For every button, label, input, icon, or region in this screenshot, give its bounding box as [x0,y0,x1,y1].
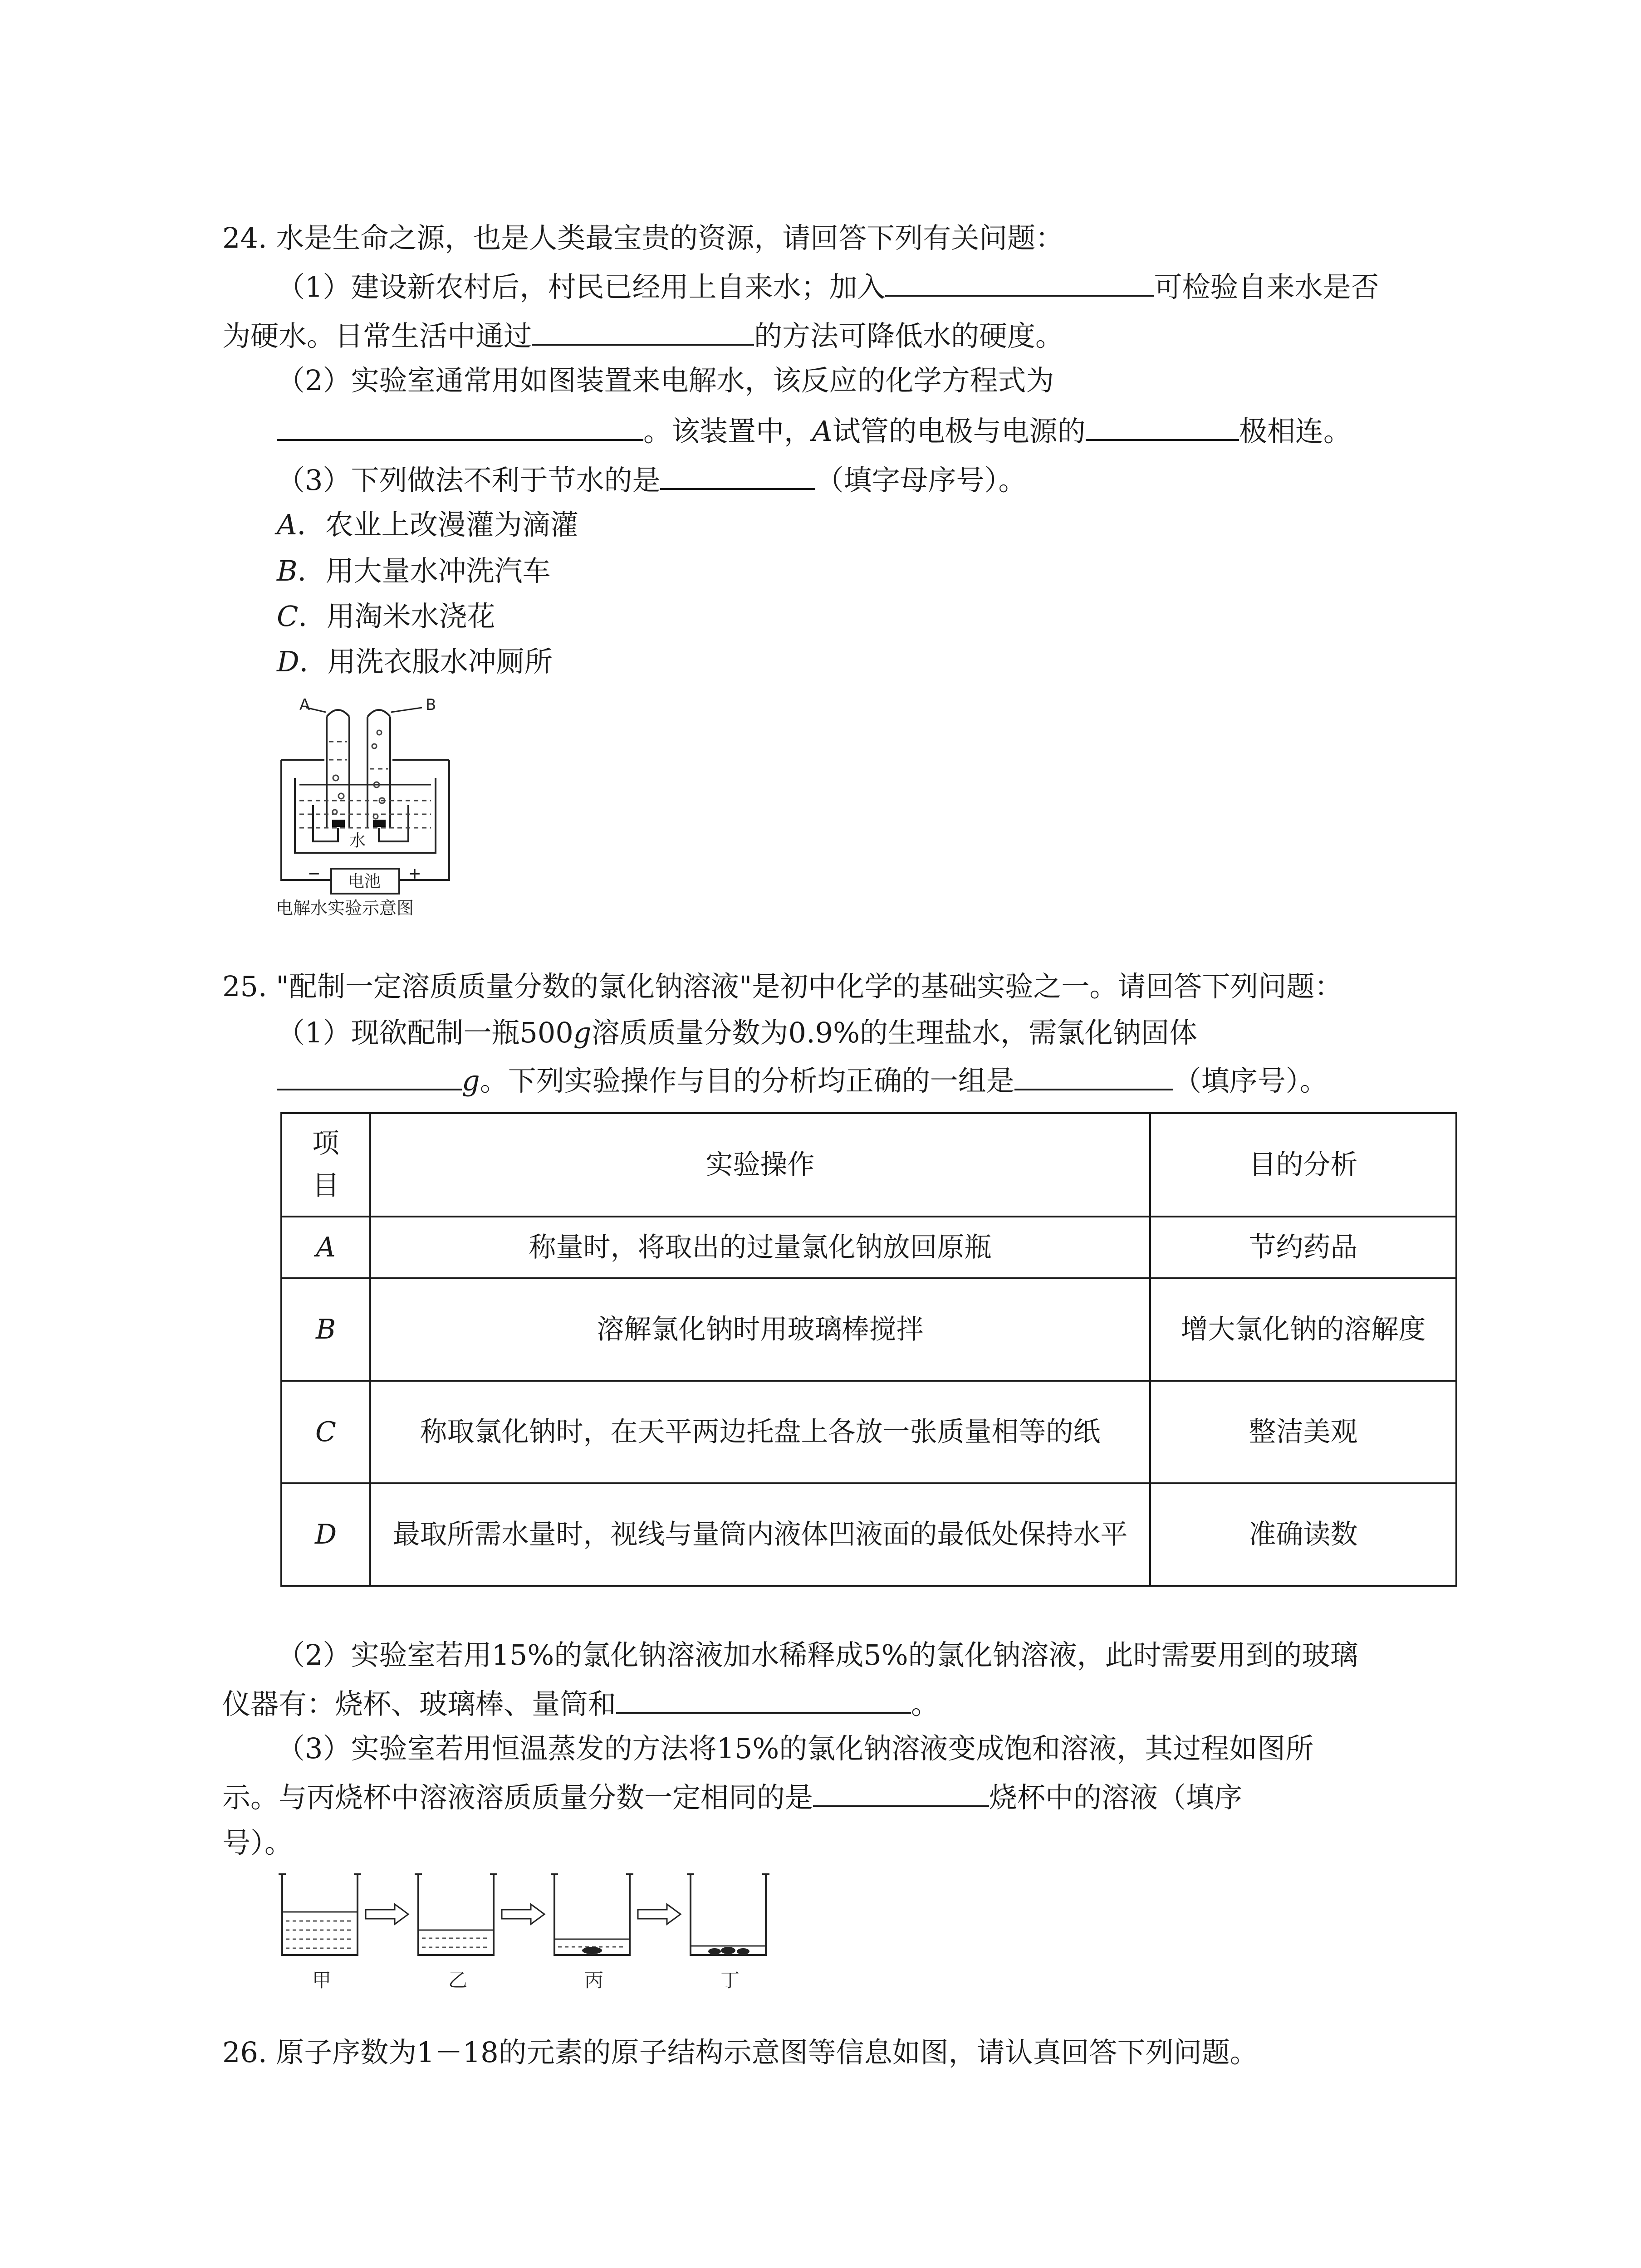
q24-p1-text-c: 为硬水。日常生活中通过 [222,319,532,352]
q25-part3-line3: 号）。 [222,1826,293,1859]
option-text: ．用淘米水浇花 [298,600,495,633]
q24-part2-line2 [277,413,1352,448]
q25-p3-text-b: 示。与丙烧杯中溶液溶质质量分数一定相同的是 [222,1781,813,1814]
battery-label: 电池 [348,872,381,891]
q24-p2-text-d: 极相连。 [1239,415,1352,448]
q24-p3-text-a: （3）下列做法不利于节水的是 [277,464,661,497]
q25-answer-blank-3[interactable] [616,1686,911,1714]
header-item-text: 项目 [312,1128,339,1202]
row-op: 溶解氯化钠时用玻璃棒搅拌 [370,1278,1150,1381]
table-header-op: 实验操作 [370,1113,1150,1217]
beaker-label-jia: 甲 [312,1969,332,1991]
option-text: ．用洗衣服水冲厕所 [299,645,553,678]
table-row [281,1278,1456,1381]
row-item: D [281,1483,370,1586]
q24-answer-blank-2[interactable] [532,318,754,346]
row-op: 称取氯化钠时，在天平两边托盘上各放一张质量相等的纸 [370,1381,1150,1483]
water-label: 水 [349,831,366,850]
q24-answer-blank-1[interactable] [885,269,1154,297]
row-aim: 准确读数 [1150,1483,1456,1586]
q25-part1-line2 [277,1062,1328,1098]
q26-stem: 26. 原子序数为1－18的元素的原子结构示意图等信息如图，请认真回答下列问题。 [222,2036,1258,2069]
q25-p1-unit: g [573,1016,592,1049]
q24-p2-text-c: 试管的电极与电源的 [832,415,1086,448]
table-row [281,1217,1456,1278]
option-letter: D [277,645,299,678]
q24-answer-blank-5[interactable] [660,462,815,490]
q25-p1-text-d: 。下列实验操作与目的分析均正确的一组是 [480,1064,1014,1097]
q25-p2-text-b: 仪器有：烧杯、玻璃棒、量筒和 [222,1687,617,1721]
table-row [281,1483,1456,1586]
table-row [281,1381,1456,1483]
q25-answer-blank-4[interactable] [813,1779,989,1807]
row-item: C [281,1381,370,1483]
q24-part1-line1 [277,269,1379,304]
table-header-row [281,1113,1456,1217]
q25-p1-text-e: （填序号）。 [1173,1064,1328,1097]
q24-p1-text-d: 的方法可降低水的硬度。 [754,319,1064,352]
row-op: 称量时，将取出的过量氯化钠放回原瓶 [370,1217,1150,1278]
table-header-item [281,1113,370,1217]
q24-option-a[interactable] [277,508,578,542]
q25-p1-amount: 500 [519,1016,573,1049]
q25-part1-line1 [277,1016,1197,1050]
q25-answer-blank-1[interactable] [277,1062,462,1090]
q25-p2-text-c: 。 [911,1687,940,1721]
tube-label-a: A [299,696,310,714]
option-text: ．农业上改漫灌为滴灌 [297,508,578,541]
q25-stem: 25. "配制一定溶质质量分数的氯化钠溶液"是初中化学的基础实验之一。请回答下列问题： [222,970,1343,1003]
q24-option-c[interactable] [277,600,495,633]
q25-p3-text-c: 烧杯中的溶液（填序 [989,1781,1243,1814]
row-item: B [281,1278,370,1381]
q24-option-d[interactable] [277,645,553,679]
q25-p1-text-b: 溶质质量分数为 [591,1016,789,1049]
option-text: ．用大量水冲洗汽车 [297,554,551,587]
q24-answer-blank-4[interactable] [1086,413,1239,441]
option-letter: C [277,600,299,633]
tube-label-b: B [426,696,436,714]
q25-answer-blank-2[interactable] [1014,1062,1173,1090]
q25-part2-line1: （2）实验室若用15%的氯化钠溶液加水稀释成5%的氯化钠溶液，此时需要用到的玻璃 [277,1638,1358,1672]
plus-sign: + [408,865,421,883]
evaporation-beakers-diagram [272,1864,780,1996]
q24-p3-text-b: （填字母序号）。 [815,464,1027,497]
q24-part3 [277,462,1026,497]
q24-answer-blank-3[interactable] [277,413,643,441]
q24-part2-line1: （2）实验室通常用如图装置来电解水，该反应的化学方程式为 [277,364,1054,397]
q24-option-b[interactable] [277,554,551,588]
beaker-label-bing: 丙 [584,1969,604,1991]
q24-p2-text-b: 。该装置中， [643,415,813,448]
minus-sign: − [308,865,321,883]
row-op: 最取所需水量时，视线与量筒内液体凹液面的最低处保持水平 [370,1483,1150,1586]
q24-part1-line2 [222,318,1063,353]
experiment-table [280,1112,1457,1587]
row-item: A [281,1217,370,1278]
row-aim: 整洁美观 [1150,1381,1456,1483]
row-aim: 节约药品 [1150,1217,1456,1278]
q25-part3-line1: （3）实验室若用恒温蒸发的方法将15%的氯化钠溶液变成饱和溶液，其过程如图所 [277,1732,1314,1765]
q25-part3-line2 [222,1779,1242,1814]
beaker-label-ding: 丁 [720,1969,740,1991]
q25-p1-text-a: （1）现欲配制一瓶 [277,1016,520,1049]
q24-p1-text-b: 可检验自来水是否 [1154,270,1379,303]
option-letter: A [277,508,297,541]
q25-p1-percent: 0.9% [788,1016,860,1049]
q24-p2-letter-a: A [812,415,833,448]
q24-stem: 24. 水是生命之源，也是人类最宝贵的资源，请回答下列有关问题： [222,221,1064,254]
row-aim: 增大氯化钠的溶解度 [1150,1278,1456,1381]
figure-caption: 电解水实验示意图 [276,898,414,918]
q25-p1-unit2: g [462,1064,480,1097]
electrolysis-diagram [272,692,463,919]
option-letter: B [277,554,298,587]
q25-part2-line2 [222,1686,939,1721]
q24-p1-text-a: （1）建设新农村后，村民已经用上自来水；加入 [277,270,886,303]
q25-p1-text-c: 的生理盐水，需氯化钠固体 [860,1016,1198,1049]
beaker-label-yi: 乙 [448,1969,468,1991]
table-header-aim: 目的分析 [1150,1113,1456,1217]
